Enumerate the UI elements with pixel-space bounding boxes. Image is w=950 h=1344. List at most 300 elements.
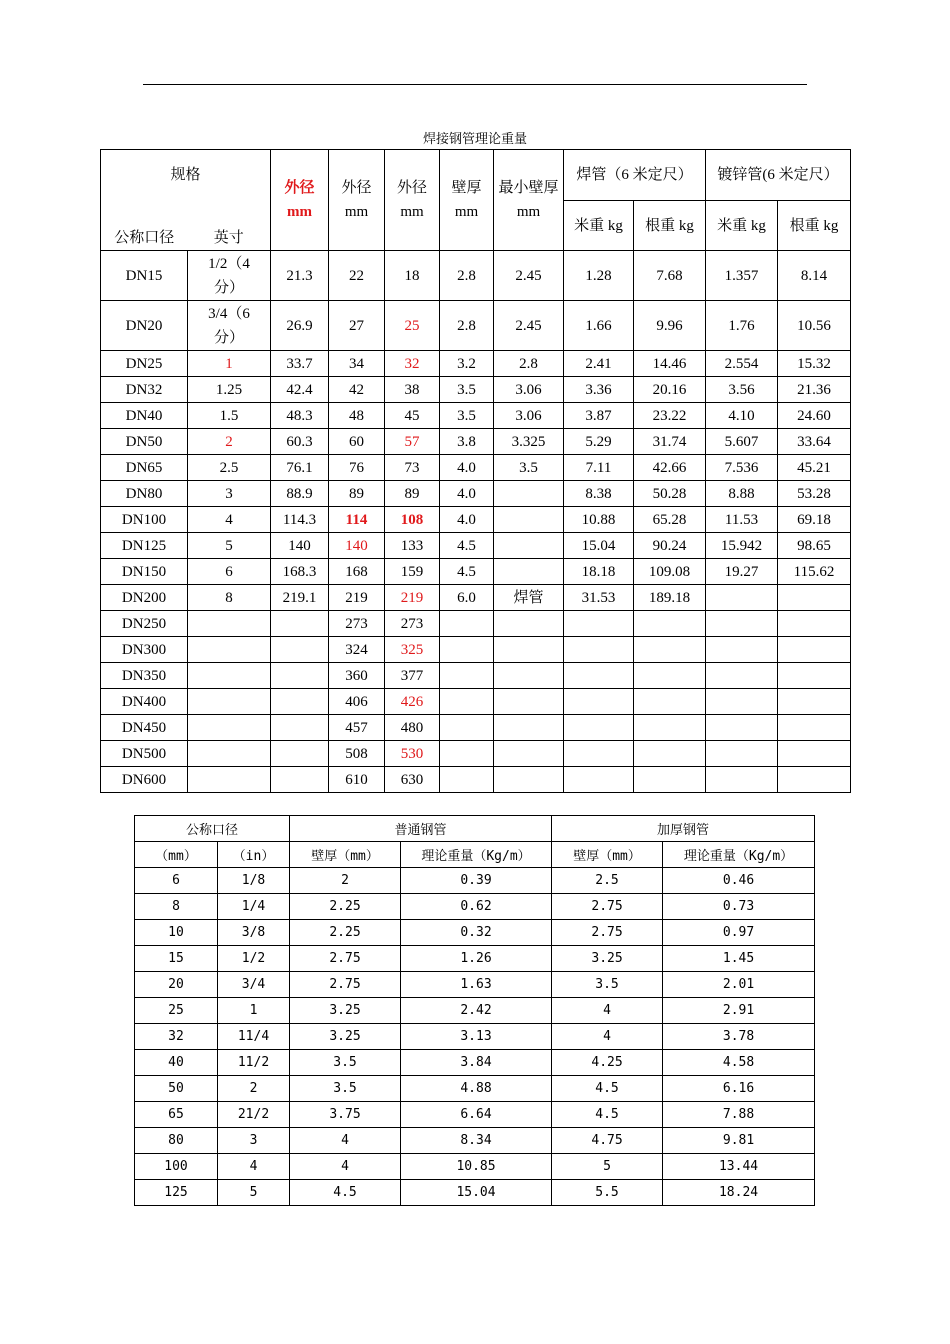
cell-normal-weight: 3.84 [401, 1050, 552, 1076]
cell-galv-piece: 53.28 [778, 481, 851, 507]
cell-normal-wall: 2.25 [290, 920, 401, 946]
cell-od-2: 60 [329, 429, 385, 455]
cell-weld-piece: 50.28 [634, 481, 706, 507]
cell-min-wall [494, 481, 564, 507]
cell-od-red: 21.3 [271, 251, 329, 301]
cell-od-3: 159 [385, 559, 440, 585]
table-row [101, 507, 851, 533]
cell-nominal: DN250 [101, 611, 188, 637]
cell-normal-wall: 2.75 [290, 972, 401, 998]
cell-weld-meter [564, 689, 634, 715]
cell-galv-piece: 8.14 [778, 251, 851, 301]
cell-inch: 3/4（6分） [188, 301, 271, 351]
cell-galv-piece [778, 637, 851, 663]
cell-normal-weight: 1.63 [401, 972, 552, 998]
cell-inch [188, 741, 271, 767]
cell-weld-piece: 42.66 [634, 455, 706, 481]
cell-nominal: DN20 [101, 301, 188, 351]
cell-od-red: 168.3 [271, 559, 329, 585]
cell-galv-piece: 69.18 [778, 507, 851, 533]
cell-mm: 6 [135, 868, 218, 894]
cell-min-wall [494, 533, 564, 559]
cell-od-3: 630 [385, 767, 440, 793]
header-od-red-label: 外径 [284, 180, 315, 196]
cell-od-red: 219.1 [271, 585, 329, 611]
cell-thick-weight: 7.88 [663, 1102, 815, 1128]
cell-weld-meter: 3.87 [564, 403, 634, 429]
cell-galv-meter: 19.27 [706, 559, 778, 585]
table-row [101, 301, 851, 351]
cell-nominal: DN15 [101, 251, 188, 301]
cell-mm: 100 [135, 1154, 218, 1180]
header-wall-unit: mm [454, 204, 479, 220]
cell-weld-piece [634, 663, 706, 689]
table-row [101, 481, 851, 507]
cell-weld-piece [634, 637, 706, 663]
cell-galv-meter [706, 741, 778, 767]
cell-min-wall [494, 559, 564, 585]
cell-thick-weight: 4.58 [663, 1050, 815, 1076]
header-od-2 [329, 150, 385, 251]
cell-weld-piece [634, 611, 706, 637]
cell-inch [188, 689, 271, 715]
table-row [135, 972, 815, 998]
cell-in: 5 [218, 1180, 290, 1206]
cell-galv-meter: 8.88 [706, 481, 778, 507]
table-row [135, 894, 815, 920]
cell-galv-meter: 7.536 [706, 455, 778, 481]
cell-normal-weight: 0.62 [401, 894, 552, 920]
table-row [101, 767, 851, 793]
cell-in: 11/4 [218, 1024, 290, 1050]
cell-nominal: DN80 [101, 481, 188, 507]
cell-mm: 40 [135, 1050, 218, 1076]
cell-weld-meter: 10.88 [564, 507, 634, 533]
cell-wall [440, 767, 494, 793]
cell-nominal: DN40 [101, 403, 188, 429]
cell-normal-wall: 4 [290, 1128, 401, 1154]
cell-nominal: DN450 [101, 715, 188, 741]
cell-od-red: 42.4 [271, 377, 329, 403]
cell-inch: 5 [188, 533, 271, 559]
table-row [135, 1050, 815, 1076]
cell-nominal: DN400 [101, 689, 188, 715]
cell-weld-piece: 109.08 [634, 559, 706, 585]
cell-galv-piece: 115.62 [778, 559, 851, 585]
cell-weld-piece: 7.68 [634, 251, 706, 301]
table-row [135, 1128, 815, 1154]
cell-min-wall [494, 715, 564, 741]
cell-in: 1/2 [218, 946, 290, 972]
table-row [135, 1024, 815, 1050]
header-od-2-unit: mm [344, 204, 369, 220]
table-row [135, 998, 815, 1024]
cell-min-wall [494, 507, 564, 533]
cell-galv-piece: 45.21 [778, 455, 851, 481]
cell-thick-wall: 4.75 [552, 1128, 663, 1154]
cell-weld-meter [564, 741, 634, 767]
cell-wall: 2.8 [440, 251, 494, 301]
cell-in: 3 [218, 1128, 290, 1154]
header-od-3-unit: mm [400, 204, 424, 220]
cell-od-3: 530 [385, 741, 440, 767]
cell-galv-meter: 3.56 [706, 377, 778, 403]
cell-thick-weight: 1.45 [663, 946, 815, 972]
cell-galv-piece: 10.56 [778, 301, 851, 351]
cell-od-red [271, 689, 329, 715]
cell-thick-wall: 4.25 [552, 1050, 663, 1076]
cell-galv-piece [778, 663, 851, 689]
cell-od-red: 33.7 [271, 351, 329, 377]
cell-nominal: DN600 [101, 767, 188, 793]
table-row [101, 251, 851, 301]
cell-od-2: 27 [329, 301, 385, 351]
cell-od-3: 133 [385, 533, 440, 559]
cell-normal-weight: 15.04 [401, 1180, 552, 1206]
cell-weld-piece [634, 689, 706, 715]
cell-inch: 1 [188, 351, 271, 377]
table-row [101, 637, 851, 663]
cell-od-2: 508 [329, 741, 385, 767]
cell-in: 1/4 [218, 894, 290, 920]
header-od-2-label: 外径 [341, 180, 372, 196]
cell-od-3: 273 [385, 611, 440, 637]
cell-od-2: 114 [329, 507, 385, 533]
cell-min-wall: 3.5 [494, 455, 564, 481]
cell-wall: 6.0 [440, 585, 494, 611]
cell-min-wall [494, 637, 564, 663]
cell-normal-wall: 2.25 [290, 894, 401, 920]
cell-min-wall [494, 611, 564, 637]
cell-thick-wall: 4.5 [552, 1076, 663, 1102]
cell-od-red: 114.3 [271, 507, 329, 533]
cell-weld-meter [564, 637, 634, 663]
cell-inch [188, 663, 271, 689]
cell-od-red [271, 767, 329, 793]
cell-weld-meter: 5.29 [564, 429, 634, 455]
cell-mm: 20 [135, 972, 218, 998]
cell-weld-meter [564, 611, 634, 637]
cell-in: 3/4 [218, 972, 290, 998]
cell-weld-meter [564, 715, 634, 741]
header-wall-label: 壁厚 [451, 180, 482, 196]
cell-normal-weight: 2.42 [401, 998, 552, 1024]
cell-thick-wall: 4 [552, 998, 663, 1024]
cell-od-2: 42 [329, 377, 385, 403]
cell-min-wall: 焊管 [494, 585, 564, 611]
cell-od-2: 168 [329, 559, 385, 585]
cell-galv-piece: 98.65 [778, 533, 851, 559]
cell-in: 1/8 [218, 868, 290, 894]
cell-weld-meter: 18.18 [564, 559, 634, 585]
t2-header-nominal: 公称口径 [135, 816, 290, 842]
cell-wall [440, 715, 494, 741]
cell-inch: 1.25 [188, 377, 271, 403]
cell-od-3: 325 [385, 637, 440, 663]
table-row [101, 351, 851, 377]
cell-galv-meter [706, 611, 778, 637]
cell-galv-piece [778, 715, 851, 741]
cell-weld-meter: 31.53 [564, 585, 634, 611]
cell-od-2: 406 [329, 689, 385, 715]
cell-weld-piece: 20.16 [634, 377, 706, 403]
cell-od-3: 73 [385, 455, 440, 481]
cell-wall: 4.5 [440, 533, 494, 559]
cell-thick-weight: 3.78 [663, 1024, 815, 1050]
cell-od-3: 89 [385, 481, 440, 507]
cell-od-red: 26.9 [271, 301, 329, 351]
header-od-3 [385, 150, 440, 251]
cell-galv-piece: 21.36 [778, 377, 851, 403]
cell-min-wall: 2.8 [494, 351, 564, 377]
cell-normal-wall: 4.5 [290, 1180, 401, 1206]
table-row [135, 1180, 815, 1206]
header-od-red [271, 150, 329, 251]
cell-galv-piece [778, 741, 851, 767]
cell-galv-meter: 5.607 [706, 429, 778, 455]
cell-thick-weight: 0.97 [663, 920, 815, 946]
table-row [101, 585, 851, 611]
cell-wall: 4.0 [440, 455, 494, 481]
cell-weld-piece: 9.96 [634, 301, 706, 351]
cell-inch: 8 [188, 585, 271, 611]
cell-od-2: 324 [329, 637, 385, 663]
cell-normal-weight: 3.13 [401, 1024, 552, 1050]
cell-in: 11/2 [218, 1050, 290, 1076]
cell-wall: 3.2 [440, 351, 494, 377]
cell-galv-meter [706, 585, 778, 611]
cell-min-wall [494, 663, 564, 689]
cell-od-3: 45 [385, 403, 440, 429]
cell-od-red: 76.1 [271, 455, 329, 481]
cell-mm: 125 [135, 1180, 218, 1206]
cell-min-wall [494, 741, 564, 767]
cell-thick-weight: 0.73 [663, 894, 815, 920]
header-welded-pipe: 焊管（6 米定尺） [564, 150, 706, 201]
header-welded-piece: 根重 kg [634, 201, 706, 251]
header-welded-meter: 米重 kg [564, 201, 634, 251]
cell-galv-piece: 33.64 [778, 429, 851, 455]
cell-normal-weight: 0.32 [401, 920, 552, 946]
cell-weld-meter [564, 663, 634, 689]
table-row [101, 559, 851, 585]
cell-weld-piece: 90.24 [634, 533, 706, 559]
cell-thick-wall: 2.75 [552, 894, 663, 920]
cell-inch: 1/2（4分） [188, 251, 271, 301]
cell-normal-wall: 4 [290, 1154, 401, 1180]
cell-normal-wall: 3.5 [290, 1050, 401, 1076]
cell-od-red [271, 741, 329, 767]
cell-weld-piece: 31.74 [634, 429, 706, 455]
cell-nominal: DN100 [101, 507, 188, 533]
table-row [101, 611, 851, 637]
cell-galv-piece [778, 767, 851, 793]
header-od-3-label: 外径 [397, 180, 428, 196]
cell-wall: 4.0 [440, 481, 494, 507]
cell-od-2: 76 [329, 455, 385, 481]
cell-wall [440, 663, 494, 689]
cell-min-wall [494, 689, 564, 715]
cell-thick-wall: 2.75 [552, 920, 663, 946]
table-row [135, 1102, 815, 1128]
cell-wall [440, 689, 494, 715]
cell-inch: 2.5 [188, 455, 271, 481]
cell-thick-wall: 3.5 [552, 972, 663, 998]
header-inch: 英寸 [188, 201, 271, 251]
cell-weld-piece: 23.22 [634, 403, 706, 429]
cell-nominal: DN50 [101, 429, 188, 455]
table-row [135, 1076, 815, 1102]
cell-od-red [271, 663, 329, 689]
cell-wall: 3.5 [440, 403, 494, 429]
cell-od-red [271, 715, 329, 741]
cell-normal-weight: 8.34 [401, 1128, 552, 1154]
cell-galv-piece [778, 611, 851, 637]
cell-mm: 25 [135, 998, 218, 1024]
cell-inch [188, 715, 271, 741]
cell-galv-piece [778, 689, 851, 715]
cell-od-2: 48 [329, 403, 385, 429]
cell-thick-wall: 4 [552, 1024, 663, 1050]
header-od-red-unit: mm [287, 204, 313, 220]
cell-thick-weight: 2.01 [663, 972, 815, 998]
cell-mm: 65 [135, 1102, 218, 1128]
cell-od-2: 273 [329, 611, 385, 637]
table-row [135, 946, 815, 972]
cell-od-3: 32 [385, 351, 440, 377]
cell-in: 2 [218, 1076, 290, 1102]
t2-header-normal-wall: 壁厚（mm） [290, 842, 401, 868]
cell-nominal: DN32 [101, 377, 188, 403]
cell-nominal: DN500 [101, 741, 188, 767]
cell-od-2: 457 [329, 715, 385, 741]
cell-od-3: 25 [385, 301, 440, 351]
header-nominal: 公称口径 [101, 201, 188, 251]
cell-od-3: 108 [385, 507, 440, 533]
cell-od-red: 140 [271, 533, 329, 559]
cell-weld-piece: 14.46 [634, 351, 706, 377]
cell-od-3: 480 [385, 715, 440, 741]
cell-thick-weight: 18.24 [663, 1180, 815, 1206]
cell-min-wall: 2.45 [494, 251, 564, 301]
cell-mm: 8 [135, 894, 218, 920]
cell-od-3: 377 [385, 663, 440, 689]
document-title: 焊接钢管理论重量 [422, 131, 527, 146]
t2-header-in: （in） [218, 842, 290, 868]
t2-header-thick-wall: 壁厚（mm） [552, 842, 663, 868]
header-spec: 规格 [101, 150, 271, 201]
cell-min-wall: 3.325 [494, 429, 564, 455]
cell-in: 1 [218, 998, 290, 1024]
t2-header-thick: 加厚钢管 [552, 816, 815, 842]
cell-weld-piece [634, 715, 706, 741]
cell-thick-weight: 0.46 [663, 868, 815, 894]
cell-wall: 4.5 [440, 559, 494, 585]
header-rule [143, 84, 807, 85]
header-galv-meter: 米重 kg [706, 201, 778, 251]
cell-inch: 4 [188, 507, 271, 533]
cell-thick-wall: 2.5 [552, 868, 663, 894]
cell-weld-meter: 1.28 [564, 251, 634, 301]
cell-wall: 3.5 [440, 377, 494, 403]
cell-nominal: DN65 [101, 455, 188, 481]
table-row [101, 403, 851, 429]
header-wall [440, 150, 494, 251]
cell-od-red: 60.3 [271, 429, 329, 455]
cell-normal-wall: 3.25 [290, 998, 401, 1024]
cell-od-2: 610 [329, 767, 385, 793]
cell-od-2: 89 [329, 481, 385, 507]
cell-normal-weight: 0.39 [401, 868, 552, 894]
cell-galv-meter [706, 715, 778, 741]
cell-galv-meter: 15.942 [706, 533, 778, 559]
cell-nominal: DN200 [101, 585, 188, 611]
cell-thick-wall: 5.5 [552, 1180, 663, 1206]
cell-inch: 2 [188, 429, 271, 455]
cell-od-3: 219 [385, 585, 440, 611]
cell-weld-meter: 2.41 [564, 351, 634, 377]
cell-inch [188, 767, 271, 793]
cell-od-red: 48.3 [271, 403, 329, 429]
cell-wall: 4.0 [440, 507, 494, 533]
cell-weld-meter: 15.04 [564, 533, 634, 559]
cell-od-3: 18 [385, 251, 440, 301]
cell-galv-meter [706, 637, 778, 663]
cell-galv-piece: 15.32 [778, 351, 851, 377]
cell-wall [440, 637, 494, 663]
steel-pipe-weight-table [134, 815, 815, 1206]
cell-thick-weight: 9.81 [663, 1128, 815, 1154]
table-row [101, 689, 851, 715]
cell-thick-weight: 13.44 [663, 1154, 815, 1180]
cell-normal-weight: 6.64 [401, 1102, 552, 1128]
cell-normal-weight: 10.85 [401, 1154, 552, 1180]
cell-weld-meter: 7.11 [564, 455, 634, 481]
cell-thick-weight: 6.16 [663, 1076, 815, 1102]
table-row [101, 663, 851, 689]
cell-weld-piece: 65.28 [634, 507, 706, 533]
cell-thick-wall: 5 [552, 1154, 663, 1180]
cell-inch: 6 [188, 559, 271, 585]
cell-normal-wall: 2.75 [290, 946, 401, 972]
cell-normal-weight: 1.26 [401, 946, 552, 972]
cell-mm: 15 [135, 946, 218, 972]
cell-od-2: 140 [329, 533, 385, 559]
table-row [101, 715, 851, 741]
cell-od-3: 426 [385, 689, 440, 715]
cell-galv-meter: 1.357 [706, 251, 778, 301]
cell-inch [188, 637, 271, 663]
cell-mm: 32 [135, 1024, 218, 1050]
cell-mm: 10 [135, 920, 218, 946]
cell-od-2: 34 [329, 351, 385, 377]
header-min-wall: 最小壁厚 mm [494, 150, 564, 251]
cell-galv-meter: 11.53 [706, 507, 778, 533]
cell-wall [440, 741, 494, 767]
t2-header-mm: （mm） [135, 842, 218, 868]
cell-normal-wall: 3.5 [290, 1076, 401, 1102]
cell-wall: 2.8 [440, 301, 494, 351]
cell-nominal: DN150 [101, 559, 188, 585]
cell-mm: 50 [135, 1076, 218, 1102]
t2-header-thick-weight: 理论重量（Kg/m） [663, 842, 815, 868]
cell-od-2: 360 [329, 663, 385, 689]
cell-min-wall: 2.45 [494, 301, 564, 351]
cell-inch: 1.5 [188, 403, 271, 429]
cell-nominal: DN125 [101, 533, 188, 559]
welded-pipe-weight-table [100, 149, 851, 793]
cell-normal-wall: 3.25 [290, 1024, 401, 1050]
